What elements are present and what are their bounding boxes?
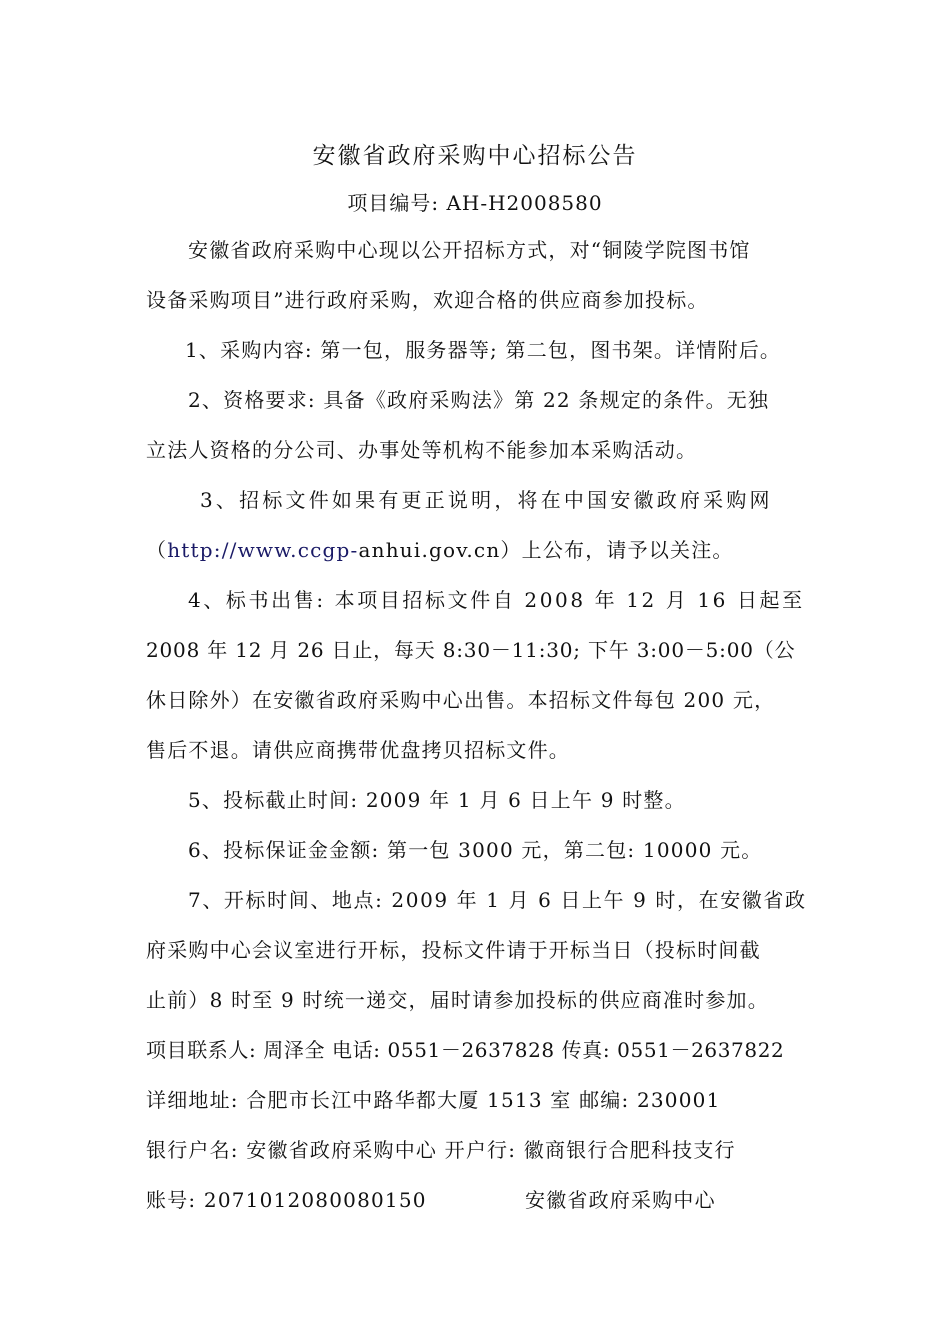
- item-6: 6、投标保证金金额: 第一包 3000 元，第二包: 10000 元。: [188, 838, 763, 862]
- item-7-line-2: 府采购中心会议室进行开标，投标文件请于开标当日（投标时间截: [146, 938, 761, 962]
- account-line: 账号: 2071012080080150: [146, 1188, 427, 1212]
- contact-line: 项目联系人: 周泽全 电话: 0551－2637828 传真: 0551－2637822: [146, 1038, 785, 1062]
- address-line: 详细地址: 合肥市长江中路华都大厦 1513 室 邮编: 230001: [146, 1088, 721, 1112]
- item-4-line-3: 休日除外）在安徽省政府采购中心出售。本招标文件每包 200 元，: [146, 688, 776, 712]
- item-4-line-4: 售后不退。请供应商携带优盘拷贝招标文件。: [146, 738, 570, 762]
- document-title: 安徽省政府采购中心招标公告: [312, 143, 638, 169]
- item-3-line-2-rest: anhui.gov.cn）上公布，请予以关注。: [358, 538, 734, 562]
- item-3-paren: （: [146, 538, 168, 562]
- intro-line-1: 安徽省政府采购中心现以公开招标方式，对“铜陵学院图书馆: [188, 238, 751, 262]
- project-number: 项目编号: AH-H2008580: [347, 191, 603, 215]
- bank-line: 银行户名: 安徽省政府采购中心 开户行: 徽商银行合肥科技支行: [146, 1138, 736, 1162]
- item-2-line-2: 立法人资格的分公司、办事处等机构不能参加本采购活动。: [146, 438, 698, 462]
- item-4-line-2: 2008 年 12 月 26 日止，每天 8:30－11:30; 下午 3:00－5:00（公: [146, 638, 796, 662]
- signature: 安徽省政府采购中心: [525, 1188, 716, 1212]
- item-2-line-1: 2、资格要求: 具备《政府采购法》第 22 条规定的条件。无独: [188, 388, 770, 412]
- item-1: 1、采购内容: 第一包，服务器等; 第二包，图书架。详情附后。: [185, 338, 782, 362]
- item-3-line-2: [146, 537, 806, 563]
- item-3-line-1: 3、招标文件如果有更正说明，将在中国安徽政府采购网: [200, 488, 773, 512]
- item-7-line-1: 7、开标时间、地点: 2009 年 1 月 6 日上午 9 时，在安徽省政: [188, 888, 807, 912]
- item-7-line-3: 止前）8 时至 9 时统一递交，届时请参加投标的供应商准时参加。: [146, 988, 769, 1012]
- item-4-line-1: 4、标书出售: 本项目招标文件自 2008 年 12 月 16 日起至: [188, 588, 805, 612]
- item-5: 5、投标截止时间: 2009 年 1 月 6 日上午 9 时整。: [188, 788, 686, 812]
- intro-line-2: 设备采购项目”进行政府采购，欢迎合格的供应商参加投标。: [146, 288, 709, 312]
- ccgp-link[interactable]: http://www.ccgp-: [167, 538, 359, 562]
